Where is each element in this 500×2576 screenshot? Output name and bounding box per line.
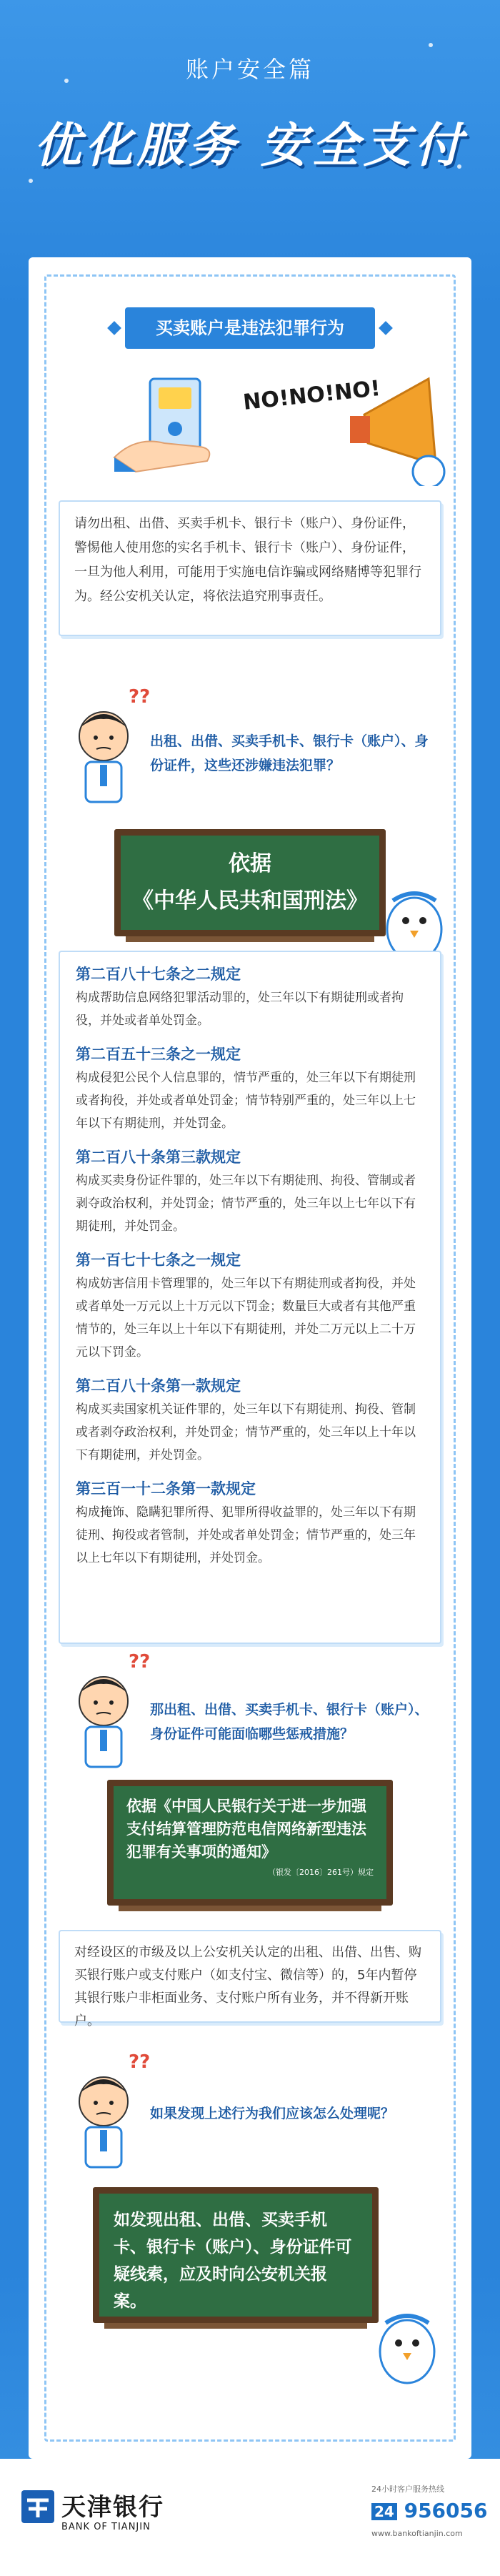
header-subtitle: 账户安全篇 [185, 56, 314, 83]
law-article [76, 1042, 424, 1135]
law-article [76, 1248, 424, 1364]
law-article-body: 构成妨害信用卡管理罪的，处三年以下有期徒刑或者拘役，并处或者单处一万元以上十万元以下罚金；数量巨大或者有其他严重情节的，处三年以上十年以下有期徒刑，并处二万元以上二十万元以下罚金。 [76, 1277, 416, 1359]
question-text-3: 如果发现上述行为我们应该怎么处理呢？ [150, 2106, 395, 2121]
section-pill-title: 买卖账户是违法犯罪行为 [125, 307, 375, 349]
law-article-title: 第二百八十条第一款规定 [76, 1377, 241, 1394]
confused-character-icon [64, 1665, 143, 1773]
question-mark-icon: ?? [129, 1651, 151, 1673]
board-basis-label: 依据 [229, 851, 271, 876]
confused-character-icon [64, 2066, 143, 2173]
law-article-title: 第三百一十二条第一款规定 [76, 1480, 256, 1497]
sparkle-icon [429, 43, 433, 47]
hotline-number [371, 2499, 488, 2522]
law-article [76, 1477, 424, 1570]
law-article [76, 1374, 424, 1467]
question-text-1: 出租、出借、买卖手机卡、银行卡（账户）、身份证件，这些还涉嫌违法犯罪？ [150, 733, 429, 773]
chalkboard-pboc-notice [107, 1780, 393, 1906]
chalkboard-tray [119, 1906, 381, 1911]
law-article-body: 构成帮助信息网络犯罪活动罪的，处三年以下有期徒刑或者拘役，并处或者单处罚金。 [76, 991, 404, 1028]
chalkboard-report-advice [93, 2187, 379, 2323]
bank-name-cn: 天津银行 [61, 2493, 164, 2522]
board-pboc-text: 依据《中国人民银行关于进一步加强支付结算管理防范电信网络新型违法犯罪有关事项的通知》 [126, 1798, 366, 1861]
law-article-title: 第二百八十七条之二规定 [76, 966, 241, 983]
law-article-body: 构成侵犯公民个人信息罪的，情节严重的，处三年以下有期徒刑或者拘役，并处或者单处罚金；情节特别严重的，处三年以上七年以下有期徒刑，并处罚金。 [76, 1071, 416, 1131]
confused-character-icon [64, 700, 143, 808]
penalty-card [59, 1930, 441, 2028]
law-article-body: 构成买卖身份证件罪的，处三年以下有期徒刑、拘役、管制或者剥夺政治权利，并处罚金；情节严重的，处三年以上七年以下有期徒刑，并处罚金。 [76, 1174, 416, 1234]
bank-name-en: BANK OF TIANJIN [61, 2522, 151, 2532]
law-article [76, 1145, 424, 1238]
penalty-text: 对经设区的市级及以上公安机关认定的出租、出借、出售、购买银行账户或支付账户（如支付宝、微信等）的，5年内暂停其银行账户非柜面业务、支付账户所有业务，并不得新开账户。 [74, 1945, 421, 2028]
hotline-label: 24小时客户服务热线 [371, 2485, 444, 2494]
board-pboc-note: （银发〔2016〕261号）规定 [268, 1868, 374, 1877]
hotline-prefix: 24 [371, 2503, 397, 2520]
warning-text: 请勿出租、出借、买卖手机卡、银行卡（账户）、身份证件，警惕他人使用您的实名手机卡、银行卡（账户）、身份证件，一旦为他人利用，可能用于实施电信诈骗或网络赌博等犯罪行为。经公安机关认定，将依法追究刑事责任。 [74, 516, 421, 604]
bank-logo-icon [21, 2490, 54, 2523]
question-text-2: 那出租、出借、买卖手机卡、银行卡（账户）、身份证件可能面临哪些惩戒措施？ [150, 1702, 429, 1742]
law-article-body: 构成掩饰、隐瞒犯罪所得、犯罪所得收益罪的，处三年以下有期徒刑、拘役或者管制，并处或者单处罚金；情节严重的，处三年以上七年以下有期徒刑，并处罚金。 [76, 1505, 416, 1565]
board-report-text: 如发现出租、出借、买卖手机卡、银行卡（账户）、身份证件可疑线索，应及时向公安机关报案。 [114, 2211, 352, 2311]
hand-card-icon [107, 372, 250, 479]
bank-website[interactable]: www.bankoftianjin.com [371, 2529, 463, 2538]
law-article-title: 第二百五十三条之一规定 [76, 1046, 241, 1063]
question-mark-icon: ?? [129, 686, 151, 708]
header-title: 优化服务 安全支付 [34, 118, 466, 173]
law-article [76, 962, 424, 1032]
law-article-title: 第一百七十七条之一规定 [76, 1252, 241, 1269]
warning-card [59, 500, 441, 636]
header [0, 0, 500, 179]
law-article-body: 构成买卖国家机关证件罪的，处三年以下有期徒刑、拘役、管制或者剥夺政治权利，并处罚金；情节严重的，处三年以上十年以下有期徒刑，并处罚金。 [76, 1402, 416, 1462]
chalkboard-criminal-law [114, 829, 386, 936]
question-mark-icon: ?? [129, 2051, 151, 2073]
criminal-law-articles-card [59, 951, 441, 1644]
sparkle-icon [29, 179, 33, 183]
chalkboard-tray [104, 2323, 367, 2329]
board-law-name: 《中华人民共和国刑法》 [132, 888, 368, 913]
chalkboard-tray [126, 936, 374, 942]
law-article-title: 第二百八十条第三款规定 [76, 1149, 241, 1166]
no-exclamation-text: NO!NO!NO! [241, 376, 382, 415]
hotline-digits: 956056 [404, 2499, 488, 2522]
mascot-bird-icon [371, 2309, 443, 2387]
footer [0, 2459, 500, 2576]
